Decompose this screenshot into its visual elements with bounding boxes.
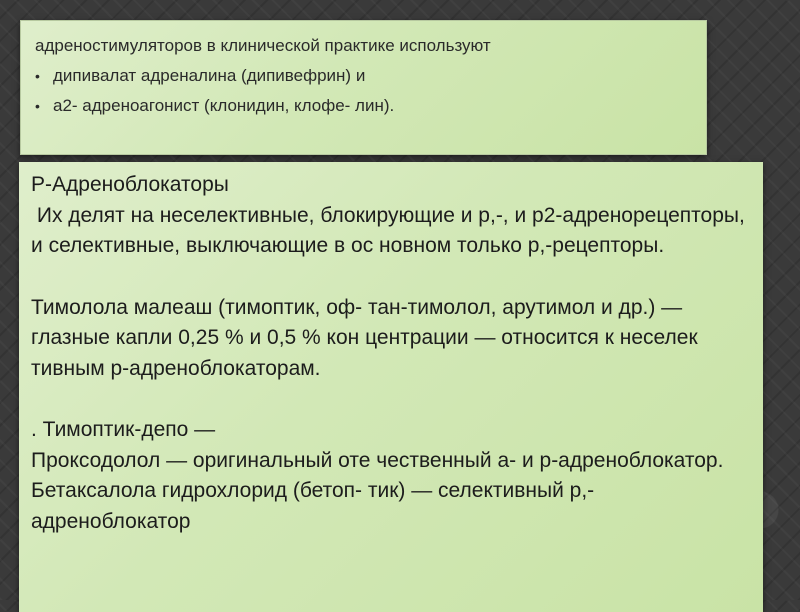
bullet-item-text: а2- адреноагонист (клонидин, клофе- лин). — [53, 96, 395, 115]
main-text-box — [19, 162, 763, 612]
bullet-item-text: дипивалат адреналина (дипивефрин) и — [53, 66, 366, 85]
line-timoptic-depo: . Тимоптик-депо — — [31, 418, 216, 441]
intro-text: адреностимуляторов в клинической практике используют — [35, 36, 491, 55]
section-heading: Р-Адреноблокаторы — [31, 173, 229, 196]
bullet-icon: • — [35, 98, 40, 114]
top-text-box — [20, 20, 707, 155]
paragraph-proxodolol: Проксодолол — оригинальный оте чественный а- и р-адреноблокатор. — [31, 448, 724, 472]
bullet-item — [35, 61, 692, 91]
paragraph-classification: Их делят на неселективные, блокирующие и р,-, и р2-адренорецепторы, и селективные, выключающие в ос новном только р,-рецепторы. — [31, 203, 751, 257]
bullet-item — [35, 91, 692, 121]
bullet-icon: • — [35, 68, 40, 84]
paragraph-betaxolol: Бетаксалола гидрохлорид (бетоп- тик) — селективный р,-адреноблокатор — [31, 479, 595, 533]
paragraph-timolol: Тимолола малеаш (тимоптик, оф- тан-тимолол, арутимол и др.) — глазные капли 0,25 % и 0,5 % кон центрации — относится к неселек тивным р-адреноблокаторам. — [31, 295, 698, 380]
